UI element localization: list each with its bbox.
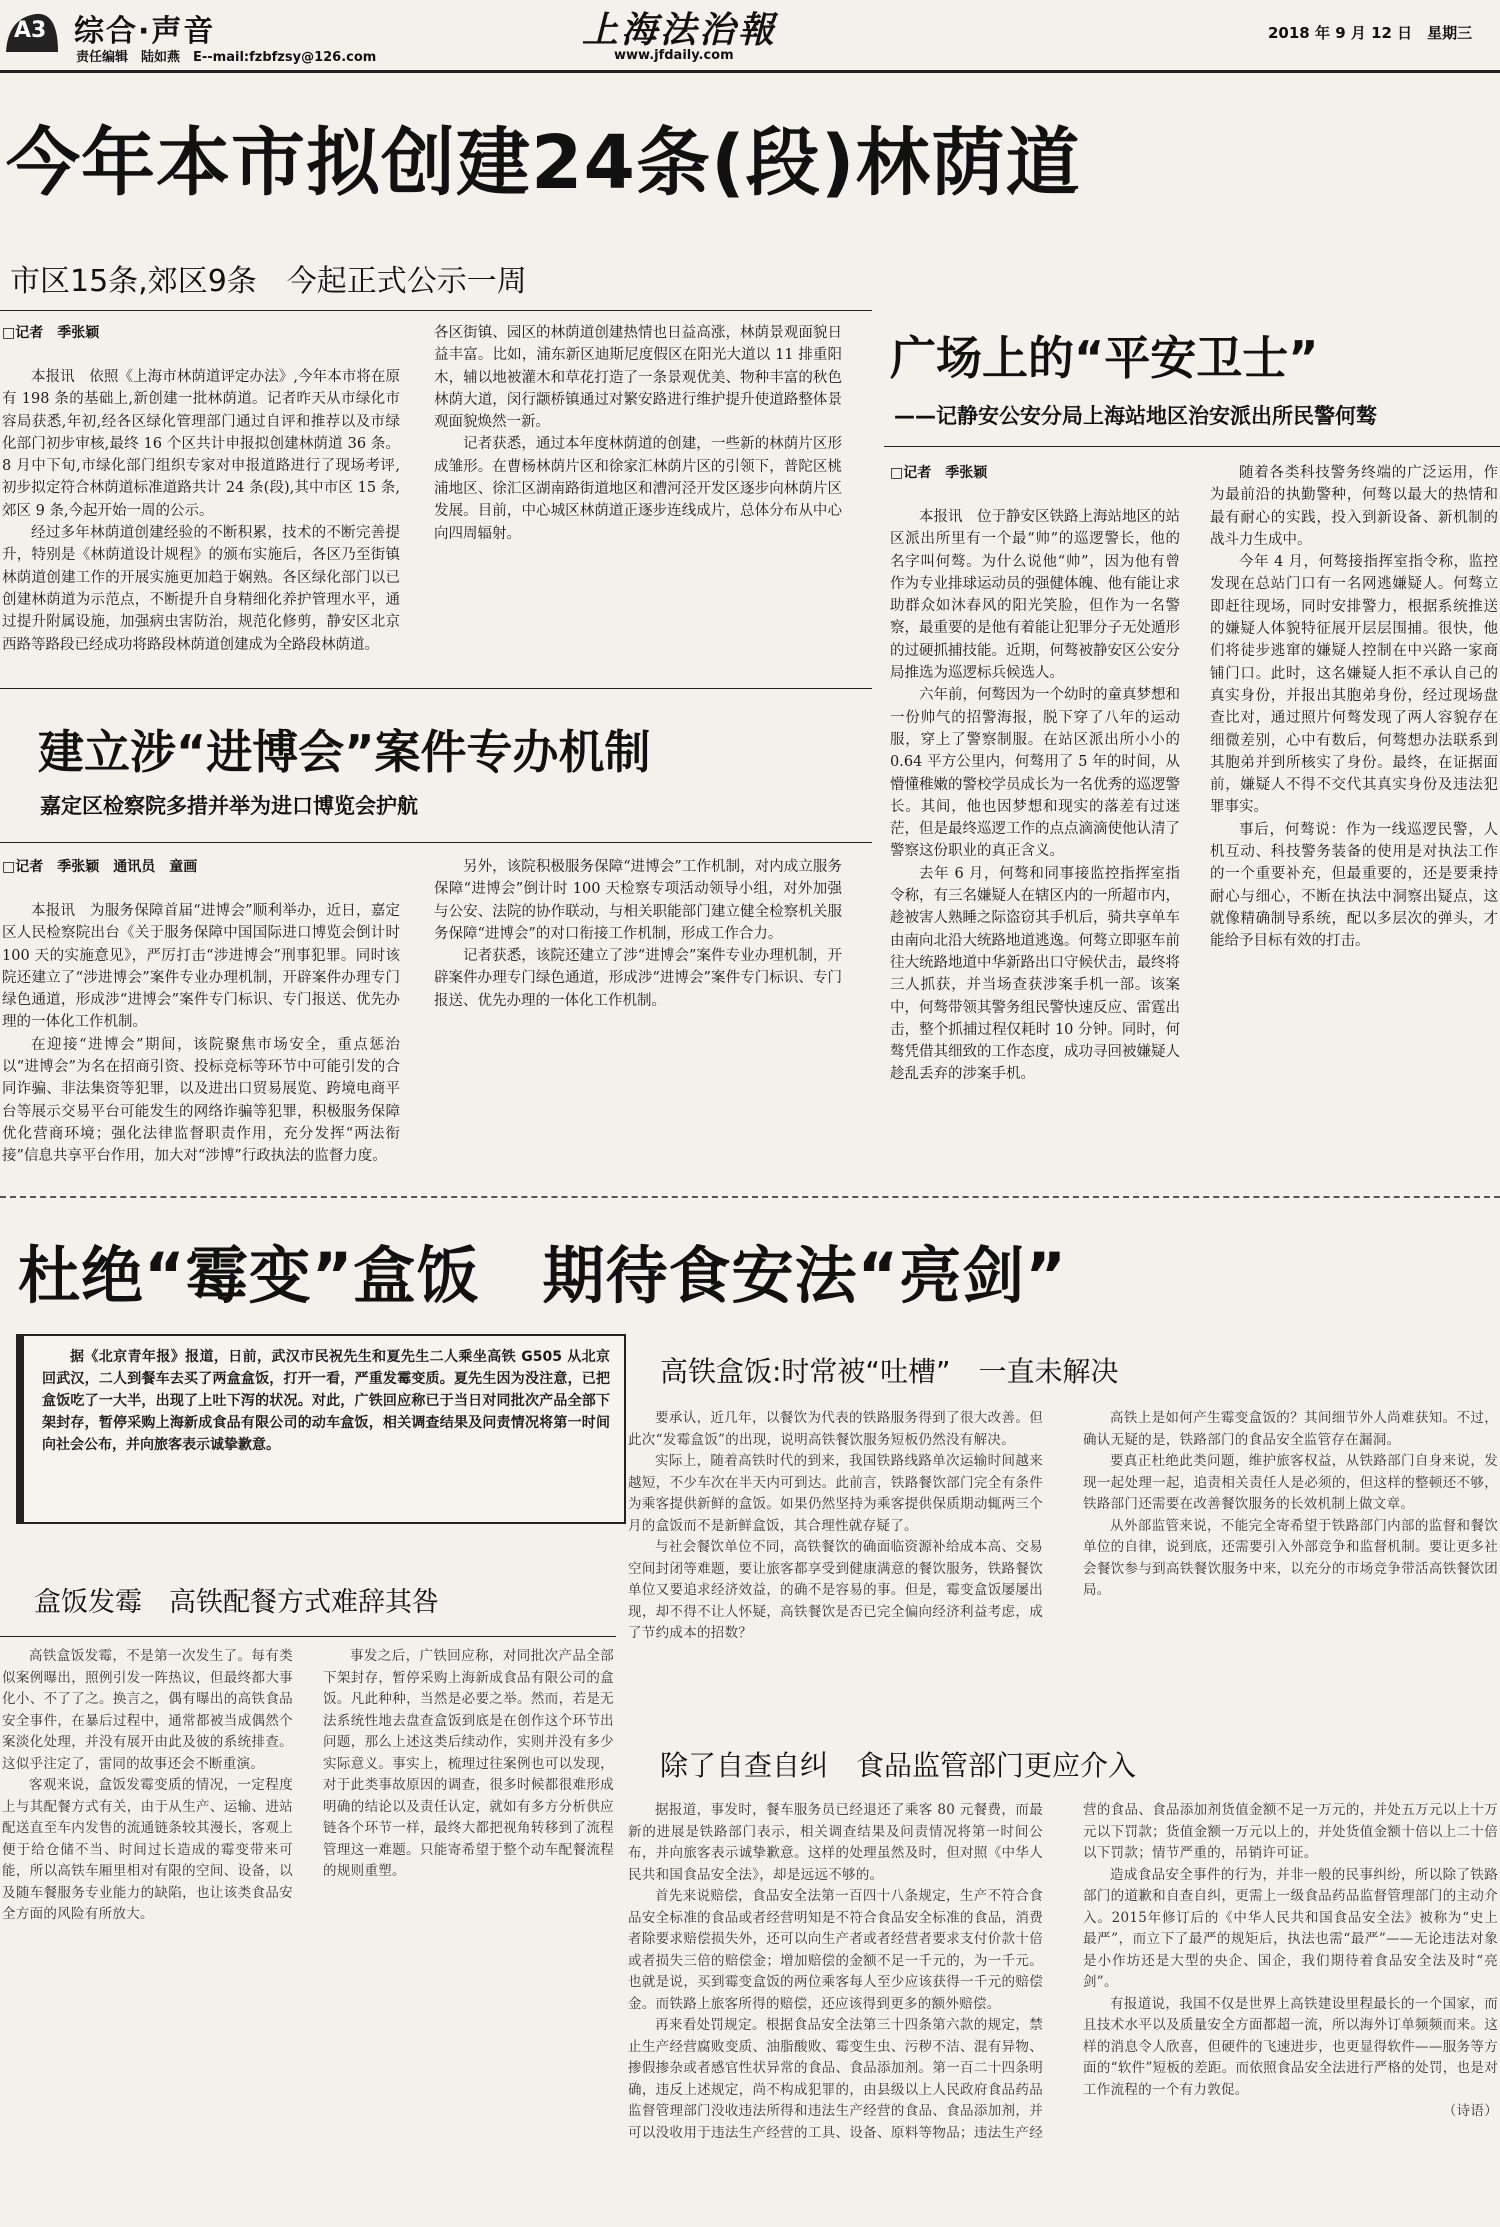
story4-intro-text [42,1346,610,1516]
story2-paragraph: 本报讯 位于静安区铁路上海站地区的站区派出所里有一个最“帅”的巡逻警长，他的名字叫何骜。为什么说他“帅”，因为他有曾作为专业排球运动员的强健体魄、他有能让求助群众如沐春风的阳光笑脸，但作为一名警察，最重要的是他有着能让犯罪分子无处遁形的过硬抓捕技能。近期，何骜被静安区公安分局推选为巡逻标兵候选人。 [890,509,1180,682]
issue-date: 2018 年 9 月 12 日 星期三 [1268,24,1473,42]
story2-paragraph: 六年前，何骜因为一个幼时的童真梦想和一份帅气的招警海报，脱下穿了八年的运动服，穿上了警察制服。在站区派出所小小的 0.64 平方公里内，何骜用了 5 年的时间，从懵懂稚嫩的警校学员成长为一名优秀的巡逻警长。其间，他也因梦想和现实的落差有过迷茫，但是最终巡逻工作的点点滴滴使他认清了警察这份职业的真正含义。 [890,687,1180,860]
section-c-paragraph: 再来看处罚规定。根据食品安全法第三十四条第六款的规定，禁止生产经营腐败变质、油脂酸败、霉变生虫、污秽不洁、混有异物、掺假掺杂或者感官性状异常的食品、食品添加剂。第一百二十四条明确，违反上述规定，尚不构成犯罪的，由县级以上人民政府食品药品监督管理部门没收违法所得和违法生产经营的食品、食品添加剂，并可以没收用于违法生产经营的工具、设备、原料等物品；违法生产经营的食品、食品添加剂货值金额不足一万元的，并处五万元以上十万元以下罚款；货值金额一万元以上的，并处货值金额十倍以上二十倍以下罚款；情节严重的，吊销许可证。 [628,1802,1498,2141]
story4-dashed-rule [0,1196,1500,1198]
story4-section-c-title: 除了自查自纠 食品监管部门更应介入 [660,1744,1144,1784]
story2-headline: 广场上的“平安卫士” [890,331,1319,385]
section-b-paragraph: 实际上，随着高铁时代的到来，我国铁路线路单次运输时间越来越短，不少车次在半天内可到达。此前言，铁路餐饮部门完全有条件为乘客提供新鲜的盒饭。如果仍然坚持为乘客提供保质期动辄两三个月的盒饭而不是新鲜盒饭，其合理性就存疑了。 [628,1453,1043,1534]
story2-paragraph: 去年 6 月，何骜和同事接监控指挥室指令称，有三名嫌疑人在辖区内的一所超市内，趁被害人熟睡之际盗窃其手机后，骑共享单车由南向北沿大统路地道逃逸。何骜立即驱车前往大统路地道中华新路出口守候伏击，最终将三人抓获，并当场查获涉案手机一部。该案中，何骜带领其警务组民警快速反应、雷霆出击，整个抓捕过程仅耗时 10 分钟。同时，何骜凭借其细致的工作态度，成功寻回被嫌疑人趁乱丢弃的涉案手机。 [890,865,1180,1083]
story3-rule [0,842,872,843]
editor-line: 责任编辑 陆如燕 E--mail:fzbfzsy@126.com [76,50,377,65]
story4-section-b-title: 高铁盒饭:时常被“吐槽” 一直未解决 [660,1355,1119,1388]
section-title: 综合·声音 [74,14,216,49]
section-c-paragraph: 造成食品安全事件的行为，并非一般的民事纠纷，所以除了铁路部门的道歉和自查自纠，更需上一级食品药品监督管理部门的主动介入。2015年修订后的《中华人民共和国食品安全法》被称为“史上最严”，而立下了最严的规矩后，执法也需“最严”——无论违法对象是小作坊还是大型的央企、国企，我们期待着食品安全法及时“亮剑”。 [1083,1866,1498,1990]
section-a-paragraph: 事发之后，广铁回应称，对同批次产品全部下架封存，暂停采购上海新成食品有限公司的盒饭。凡此种种，当然是必要之举。然而，若是无法系统性地去盘查盒饭到底是在创作这个环节出问题，那么上述这类后续动作，实则并没有多少实际意义。事实上，梳理过往案例也可以发现，对于此类事故原因的调查，很多时候都很难形成明确的结论以及责任认定，就如有多方分析供应链各个环节一样，最终大都把视角转移到了流程管理这一难题。只能寄希望于整个动车配餐流程的规则重塑。 [323,1648,614,1879]
story3-paragraph: 在迎接“进博会”期间，该院聚焦市场安全，重点惩治以“进博会”为名在招商引资、投标竞标等环节中可能引发的合同诈骗、非法集资等犯罪，以及进出口贸易展览、跨境电商平台等展示交易平台可能发生的网络诈骗等犯罪，积极服务保障优化营商环境；强化法律监督职责作用，充分发挥“两法衔接”信息共享平台作用，加大对“涉博”行政执法的监督力度。 [2,1036,400,1165]
story1-byline: □记者 季张颖 [2,325,100,341]
section-b-paragraph: 与社会餐饮单位不同，高铁餐饮的确面临资源补给成本高、交易空间封闭等难题，要让旅客都享受到健康满意的餐饮服务，铁路餐饮单位又要追求经济效益，的确不是容易的事。但是，霉变盒饭屡屡出现，却不得不让人怀疑，高铁餐饮是否已完全偏向经济利益考虑，成了节约成本的招数？ [628,1539,1043,1641]
masthead-rule [0,70,1500,73]
section-b-paragraph: 要真正杜绝此类问题，维护旅客权益，从铁路部门自身来说，发现一起处理一起，追责相关责任人是必须的，但这样的整顿还不够，铁路部门还需要在改善餐饮服务的长效机制上做文章。 [1083,1453,1498,1512]
section-a-paragraph: 高铁盒饭发霉，不是第一次发生了。每有类似案例曝出，照例引发一阵热议，但最终都大事化小、不了了之。换言之，偶有曝出的高铁食品安全事件，在暴后过程中，通常都被当成偶然个案淡化处理，并没有展开由此及彼的系统排查。这似乎注定了，雷同的故事还会不断重演。 [2,1648,293,1772]
story1-headline: 今年本市拟创建24条(段)林荫道 [6,120,1081,206]
story2-byline: □记者 季张颖 [890,465,988,481]
story4-intro-box [16,1334,626,1524]
paper-name: 上海法治報 [582,9,778,51]
story1-paragraph: 本报讯 依照《上海市林荫道评定办法》,今年本市将在原有 198 条的基础上,新创建一批林荫道。记者昨天从市绿化市容局获悉,年初,经各区绿化管理部门通过自评和推荐以及市绿化部门初步审核,最终 16 个区共计申报拟创建林荫道 36 条。8 月中下旬,市绿化部门组织专家对申报道路进行了现场考评,初步拟定符合林荫道标准道路共计 24 条(段),其中市区 15 条,郊区 9 条,今起开始一周的公示。 [2,369,400,519]
section-b-paragraph: 要承认，近几年，以餐饮为代表的铁路服务得到了很大改善。但此次“发霉盒饭”的出现，说明高铁餐饮服务短板仍然没有解决。 [628,1410,1043,1448]
story1-paragraph: 记者获悉，通过本年度林荫道的创建，一些新的林荫片区形成雏形。在曹杨林荫片区和徐家汇林荫片区的引领下，普陀区桃浦地区、徐汇区湖南路街道地区和漕河泾开发区逐步向林荫片区发展。目前，中心城区林荫道正逐步连线成片，总体分布从中心向四周辐射。 [434,436,842,542]
story2-paragraph: 随着各类科技警务终端的广泛运用，作为最前沿的执勤警种，何骜以最大的热情和最有耐心的实践，投入到新设备、新机制的战斗力生成中。 [1210,465,1498,548]
story3-paragraph: 另外，该院积极服务保障“进博会”工作机制，对内成立服务保障“进博会”倒计时 100 天检察专项活动领导小组，对外加强与公安、法院的协作联动，与相关职能部门建立健全检察机关服务保障“进博会”的对口衔接工作机制，形成工作合力。 [434,859,842,942]
section-c-signoff: （诗语） [1442,2103,1498,2119]
story1-subhead: 市区15条,郊区9条 今起正式公示一周 [10,264,527,299]
story4-intro: 据《北京青年报》报道，日前，武汉市民祝先生和夏先生二人乘坐高铁 G505 从北京回武汉，二人到餐车去买了两盒盒饭，打开一看，严重发霉变质。夏先生因为没注意，已把盒饭吃了一大半，出现了上吐下泻的状况。对此，广铁回应称已于当日对同批次产品全部下架封存，暂停采购上海新成食品有限公司的动车盒饭，相关调查结果及问责情况将第一时间向社会公布，并向旅客表示诚挚歉意。 [42,1349,610,1453]
story3-paragraph: 本报讯 为服务保障首届“进博会”顺利举办，近日，嘉定区人民检察院出台《关于服务保障中国国际进口博览会倒计时 100 天的实施意见》，严厉打击“涉进博会”刑事犯罪。同时该院还建立了“涉进博会”案件专业办理机制，开辟案件办理专门绿色通道，形成涉“进博会”案件专门标识、专门报送、优先办理的一体化工作机制。 [2,903,400,1031]
section-a-rule [0,1636,616,1637]
story3-paragraph: 记者获悉，该院还建立了涉“进博会”案件专业办理机制，开辟案件办理专门绿色通道，形成涉“进博会”案件专门标识、专门报送、优先办理的一体化工作机制。 [434,948,842,1009]
story2-paragraph: 事后，何骜说：作为一线巡逻民警，人机互动、科技警务装备的使用是对执法工作的一个重要补充，但最重要的，还是要秉持耐心与细心，不断在执法中洞察出疑点，这就像精确制导系统，配以多层次的弹头，才能给予目标有效的打击。 [1210,821,1498,950]
section-c-paragraph: 首先来说赔偿，食品安全法第一百四十八条规定，生产不符合食品安全标准的食品或者经营明知是不符合食品安全标准的食品，消费者除要求赔偿损失外，还可以向生产者或者经营者要求支付价款十倍或者损失三倍的赔偿金；增加赔偿的金额不足一千元的，为一千元。也就是说，买到霉变盒饭的两位乘客每人至少应该获得一千元的赔偿金。而铁路上旅客所得的赔偿，还应该得到更多的额外赔偿。 [628,1888,1043,2012]
story2-subhead: ——记静安公安分局上海站地区治安派出所民警何骜 [894,404,1377,428]
story1-col2 [434,322,842,672]
story3-col2 [434,856,842,1196]
story3-col1 [2,900,400,1192]
story1-rule [0,310,872,311]
section-c-paragraph: 据报道，事发时，餐车服务员已经退还了乘客 80 元餐费，而最新的进展是铁路部门表示，相关调查结果及问责情况将第一时间公布，并向旅客表示诚挚歉意。这样的处理虽然及时，但对照《中华人民共和国食品安全法》，却是远远不够的。 [628,1802,1043,1883]
section-b-paragraph: 高铁上是如何产生霉变盒饭的？其间细节外人尚难获知。不过，确认无疑的是，铁路部门的食品安全监管存在漏洞。 [1083,1410,1498,1448]
story1-paragraph: 经过多年林荫道创建经验的不断积累，技术的不断完善提升，特别是《林荫道设计规程》的颁布实施后，各区乃至街镇林荫道创建工作的开展实施更加趋于娴熟。各区绿化部门以已创建林荫道为示范点，不断提升自身精细化养护管理水平，通过提升附属设施，加强病虫害防治，规范化修剪，静安区北京西路等路段已经成功将路段林荫道创建成为全路段林荫道。 [2,525,400,653]
story4-section-a-title: 盒饭发霉 高铁配餐方式难辞其咎 [34,1587,439,1618]
story3-top-rule [0,688,872,689]
section-a-paragraph: 客观来说，盒饭发霉变质的情况，一定程度上与其配餐方式有关，由于从生产、运输、进站配送直至车内发售的流通链条较其漫长，客观上便于给仓储不当、时间过长造成的霉变带来可能，所以高铁车厢里相对有限的空间、设备，以及随车餐服务专业能力的缺陷，也让该类食品安全方面的风险有所放大。 [2,1777,293,1922]
story1-col1 [2,366,400,672]
story4-headline: 杜绝“霉变”盒饭 期待食安法“亮剑” [18,1239,1067,1312]
page-number: A3 [14,18,47,43]
story3-byline: □记者 季张颖 通讯员 童画 [2,859,198,875]
story1-paragraph: 各区街镇、园区的林荫道创建热情也日益高涨，林荫景观面貌日益丰富。比如，浦东新区迪斯尼度假区在阳光大道以 11 排重阳木，辅以地被灌木和草花打造了一条景观优美、物种丰富的秋色林荫大道，闵行颛桥镇通过对繁安路进行维护提升使道路整体景观面貌焕然一新。 [434,325,842,431]
story4-section-b-body [628,1408,1498,1782]
story2-paragraph: 今年 4 月，何骜接指挥室指令称，监控发现在总站门口有一名网逃嫌疑人。何骜立即赶往现场，同时安排警力，根据系统推送的嫌疑人体貌特征展开层层围捕。很快，他们将徒步逃窜的嫌疑人控制在中兴路一家商铺门口。此时，这名嫌疑人拒不承认自己的真实身份，并报出其胞弟身份，经过现场盘查比对，通过照片何骜发现了两人容貌存在细微差别，心中有数后，何骜想办法联系到其胞弟并到所核实了身份。最终，在证据面前，嫌疑人不得不交代其真实身份及违法犯罪事实。 [1210,554,1498,816]
story2-rule [884,446,1500,447]
page-number-badge [4,8,60,56]
story4-section-c-body [628,1800,1498,2224]
website[interactable]: www.jfdaily.com [614,48,734,63]
section-c-paragraph: 有报道说，我国不仅是世界上高铁建设里程最长的一个国家，而且技术水平以及质量安全方面都超一流，所以海外订单频频而来。这样的消息令人欣喜，但硬件的飞速进步，也更显得软件——服务等方面的“软件”短板的差距。而依照食品安全法进行严格的处罚，也是对工作流程的一个有力敦促。 [1083,1995,1498,2098]
story4-section-a-body [2,1646,614,2222]
section-b-paragraph: 从外部监管来说，不能完全寄希望于铁路部门内部的监督和餐饮单位的自律，说到底，还需要引入外部竞争和监督机制。要让更多社会餐饮参与到高铁餐饮服务中来，以充分的市场竞争带活高铁餐饮团局。 [1083,1517,1498,1598]
story3-headline: 建立涉“进博会”案件专办机制 [38,725,651,779]
story3-subhead: 嘉定区检察院多措并举为进口博览会护航 [40,794,418,818]
